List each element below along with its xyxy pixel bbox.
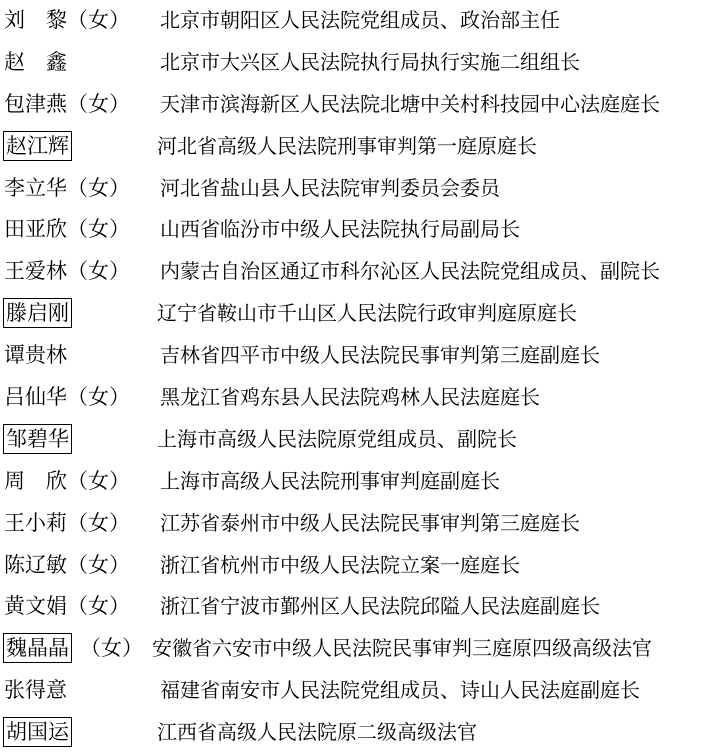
list-item (0, 335, 701, 377)
person-title: 河北省高级人民法院刑事审判第一庭原庭长 (157, 133, 537, 158)
list-item (0, 84, 701, 126)
person-name-text: 滕启刚 (6, 301, 69, 326)
person-title: 内蒙古自治区通辽市科尔沁区人民法院党组成员、副院长 (160, 259, 660, 284)
gender-note: （女） (67, 91, 130, 116)
gender-note: （女） (67, 175, 130, 200)
gender-note: （女） (67, 259, 130, 284)
person-name (4, 509, 130, 537)
list-item (0, 545, 701, 587)
person-name-text: 魏晶晶 (6, 636, 69, 661)
person-name (4, 592, 130, 620)
person-name (3, 633, 72, 663)
person-name (4, 48, 67, 76)
list-item (0, 628, 701, 670)
person-name (4, 215, 130, 243)
list-item (0, 503, 701, 545)
gender-note: （女） (67, 552, 130, 577)
person-name (3, 424, 72, 454)
list-item (0, 377, 701, 419)
person-title: 吉林省四平市中级人民法院民事审判第三庭副庭长 (160, 343, 600, 368)
gender-note: （女） (67, 385, 130, 410)
person-title: 河北省盐山县人民法院审判委员会委员 (160, 175, 500, 200)
person-title: 山西省临汾市中级人民法院执行局副局长 (160, 217, 520, 242)
list-item (0, 419, 701, 461)
person-title: 江苏省泰州市中级人民法院民事审判第三庭庭长 (160, 510, 580, 535)
person-title: 北京市大兴区人民法院执行局执行实施二组组长 (160, 49, 580, 74)
list-item (0, 586, 701, 628)
person-name-text: 包津燕 (4, 91, 67, 116)
person-name-text: 谭贵林 (4, 343, 67, 368)
list-item (0, 0, 701, 42)
person-name-text: 刘 黎 (4, 8, 67, 32)
person-name (3, 298, 72, 328)
person-title: 安徽省六安市中级人民法院民事审判三庭原四级高级法官 (152, 636, 652, 661)
person-name (4, 257, 130, 285)
person-title: 上海市高级人民法院原党组成员、副院长 (157, 426, 517, 451)
person-name (4, 341, 67, 369)
person-title: 浙江省杭州市中级人民法院立案一庭庭长 (160, 552, 520, 577)
gender-note: （女） (67, 8, 130, 32)
gender-note: （女） (67, 468, 130, 493)
person-name-text: 张得意 (4, 678, 67, 703)
person-name (4, 383, 130, 411)
person-title: 江西省高级人民法院原二级高级法官 (157, 720, 477, 745)
gender-note: （女） (80, 636, 143, 661)
person-title: 辽宁省鞍山市千山区人民法院行政审判庭原庭长 (157, 301, 577, 326)
person-title: 福建省南安市人民法院党组成员、诗山人民法庭副庭长 (160, 678, 640, 703)
gender-note: （女） (67, 217, 130, 242)
person-name (4, 174, 130, 202)
list-item (0, 168, 701, 210)
person-name-text: 黄文娟 (4, 594, 67, 619)
list-item (0, 42, 701, 84)
person-title: 浙江省宁波市鄞州区人民法院邱隘人民法庭副庭长 (160, 594, 600, 619)
person-name-text: 王爱林 (4, 259, 67, 284)
person-name-text: 赵江辉 (6, 133, 69, 158)
person-name (3, 131, 72, 161)
gender-note: （女） (67, 510, 130, 535)
person-name-text: 赵 鑫 (4, 49, 67, 74)
list-item (0, 670, 701, 712)
person-name (4, 6, 130, 34)
list-item (0, 251, 701, 293)
list-item (0, 126, 701, 168)
person-name (3, 717, 72, 747)
list-item (0, 712, 701, 754)
person-name-text: 吕仙华 (4, 385, 67, 410)
person-name-text: 邹碧华 (6, 426, 69, 451)
person-name-text: 李立华 (4, 175, 67, 200)
person-name (4, 676, 67, 704)
person-name-text: 田亚欣 (4, 217, 67, 242)
list-item (0, 461, 701, 503)
list-item (0, 209, 701, 251)
person-title: 上海市高级人民法院刑事审判庭副庭长 (160, 468, 500, 493)
person-name (4, 90, 130, 118)
person-name (4, 467, 130, 495)
gender-note: （女） (67, 594, 130, 619)
person-title: 北京市朝阳区人民法院党组成员、政治部主任 (160, 8, 560, 32)
person-name-text: 胡国运 (6, 720, 69, 745)
person-name (4, 551, 130, 579)
gender-note-wrap (80, 634, 143, 662)
person-name-text: 周 欣 (4, 468, 67, 493)
list-item (0, 293, 701, 335)
person-name-text: 陈辽敏 (4, 552, 67, 577)
person-title: 天津市滨海新区人民法院北塘中关村科技园中心法庭庭长 (160, 91, 660, 116)
person-name-text: 王小莉 (4, 510, 67, 535)
person-title: 黑龙江省鸡东县人民法院鸡林人民法庭庭长 (160, 385, 540, 410)
